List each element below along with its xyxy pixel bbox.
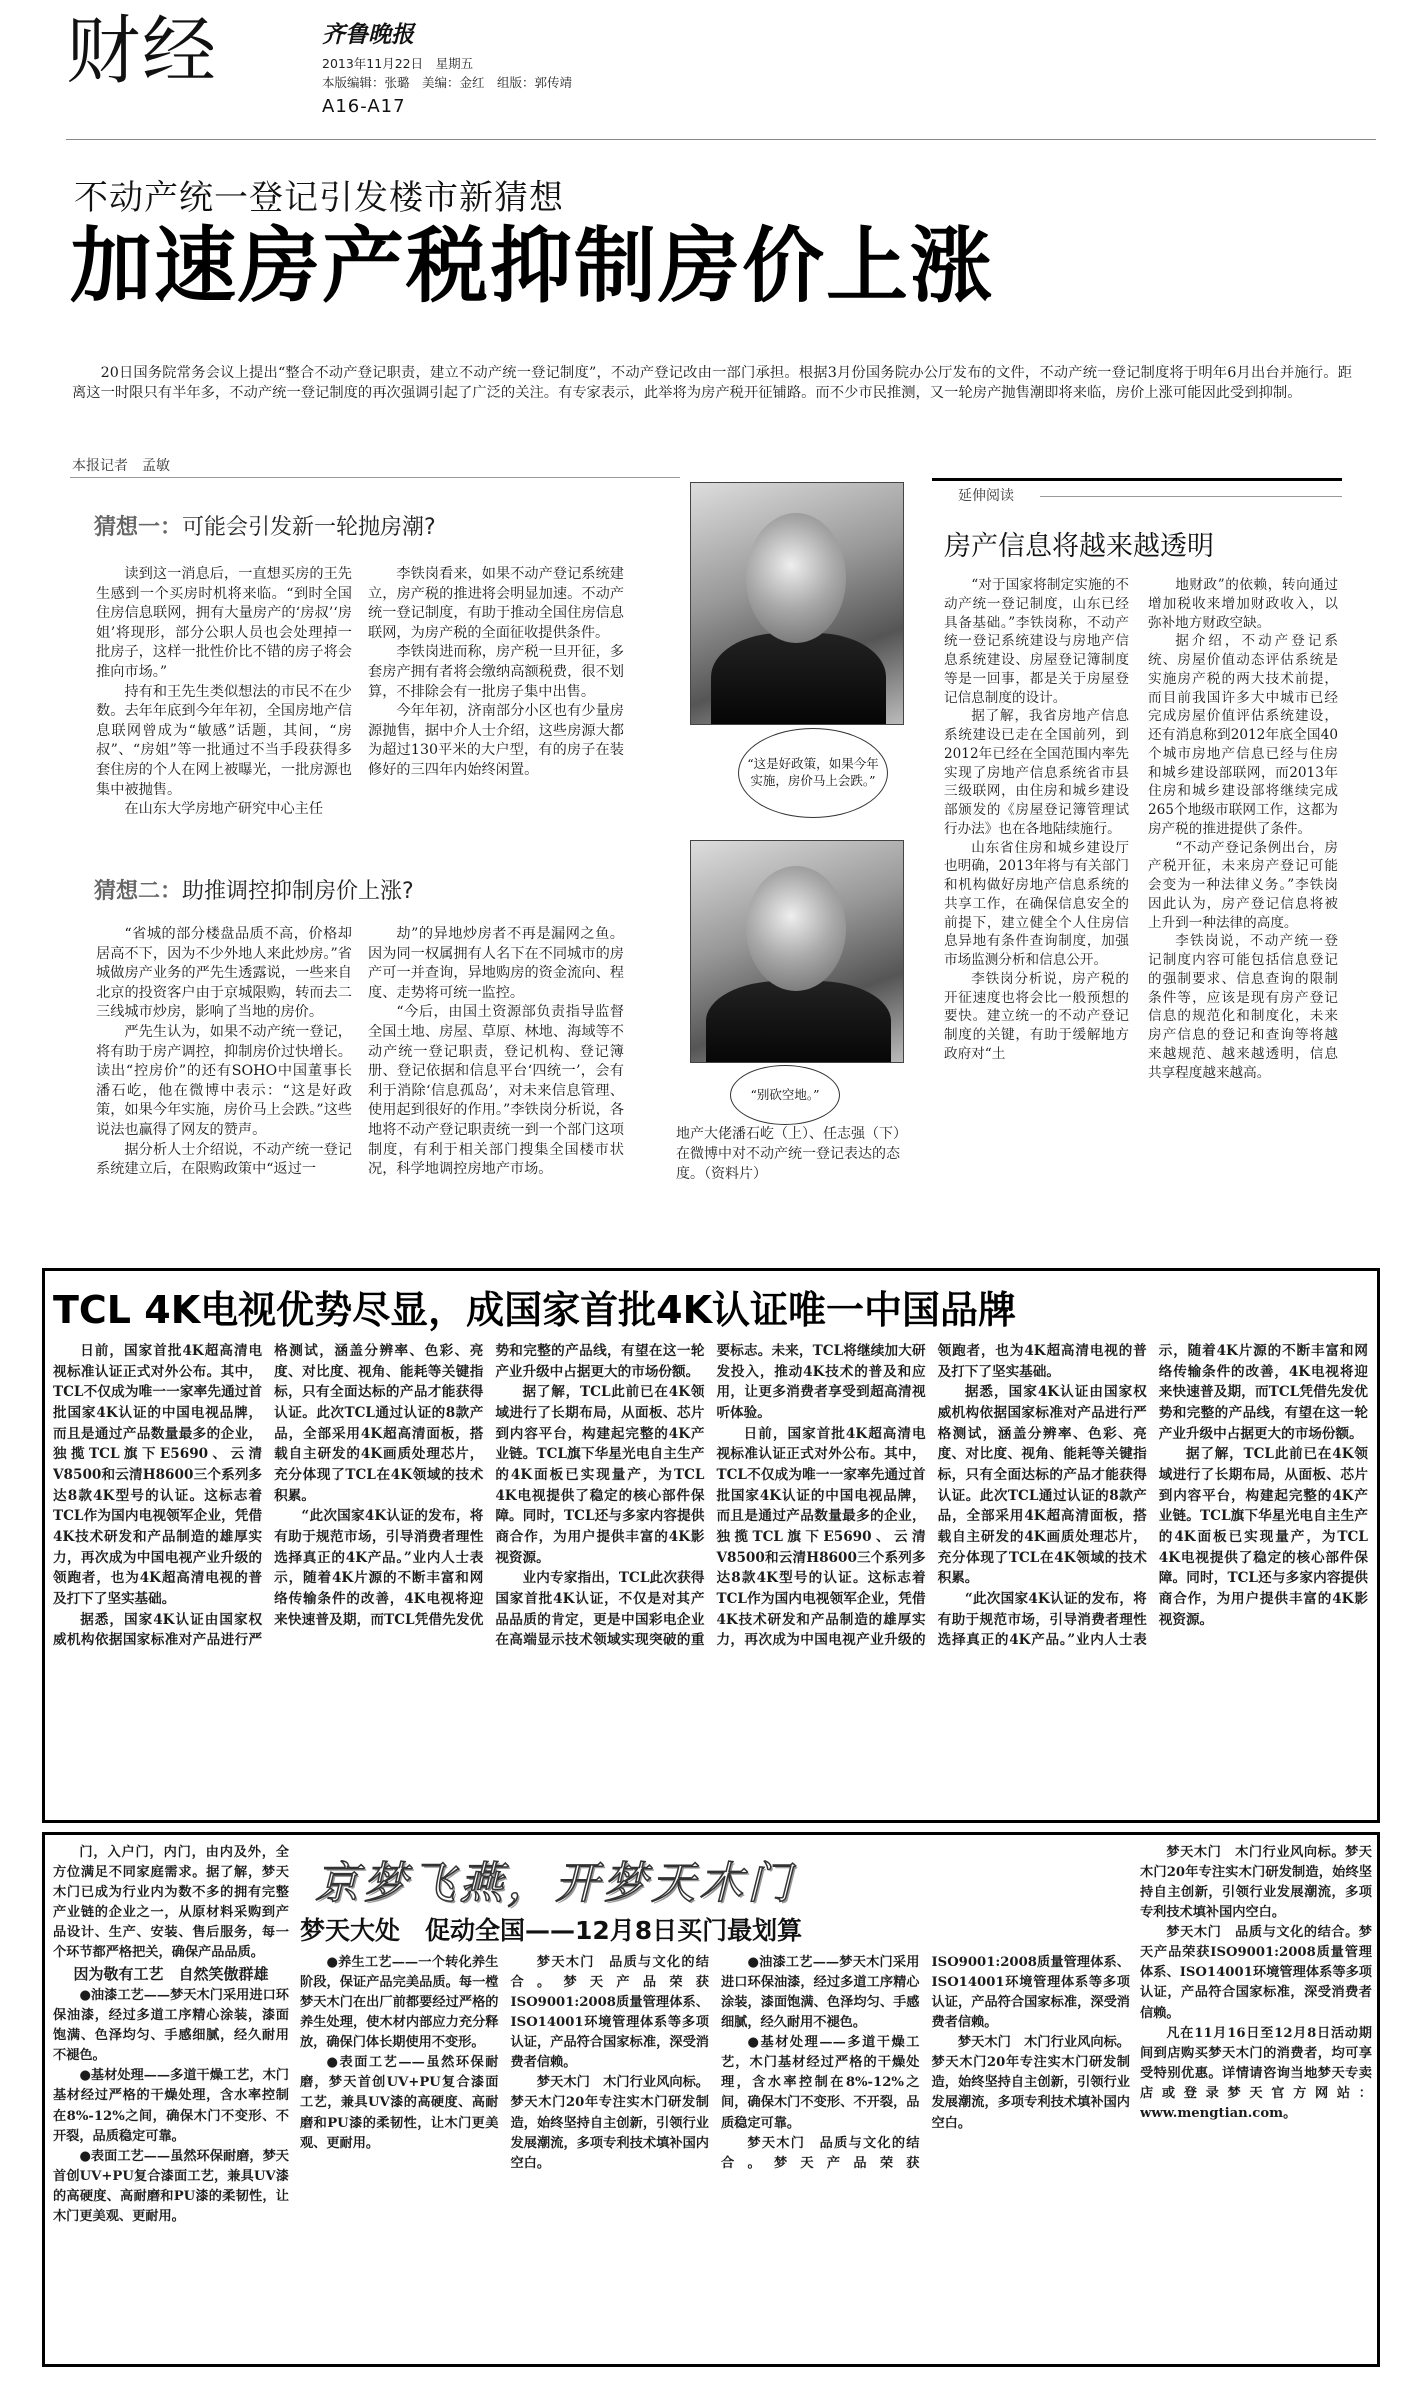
photo-figure bbox=[711, 633, 886, 725]
guess1-title: 可能会引发新一轮抛房潮? bbox=[182, 515, 436, 540]
paragraph: 地财政”的依赖，转向通过增加税收来增加财政收入，以弥补地方财政空缺。 bbox=[1148, 577, 1338, 631]
section-title: 财经 bbox=[66, 8, 218, 94]
photo-figure bbox=[706, 981, 891, 1063]
paragraph: ●油漆工艺——梦天木门采用进口环保油漆，经过多道工序精心涂装，漆面饱满、色泽均匀、手感细腻，经久耐用不褪色。 bbox=[53, 1988, 289, 2064]
paragraph: 日前，国家首批4K超高清电视标准认证正式对外公布。其中，TCL不仅成为唯一一家率先通过首批国家4K认证的中国电视品牌，而且是通过产品数量最多的企业，独揽TCL旗下E5690、云清V8500和云清H8600三个系列多达8款4K型号的认证。这标志着TCL作为国内电视领军企业，凭借4K技术研发和产品制造的雄厚实力，再次成为中国电视产业升级的领跑者，也为4K超高清电视的普及打下了坚实基础。 bbox=[53, 1343, 263, 1607]
paragraph: 梦天木门 品质与文化的结合。梦天产品荣获ISO9001:2008质量管理体系、ISO14001环境管理体系等多项认证，产品符合国家标准，深受消费者信赖。 bbox=[721, 1955, 1130, 2171]
paragraph: 严先生认为，如果不动产统一登记，将有助于房产调控，抑制房价过快增长。读出“控房价”的还有SOHO中国董事长潘石屹，他在微博中表示：“这是好政策，如果今年实施，房价马上会跌。”这些说法也赢得了网友的赞声。 bbox=[96, 1023, 352, 1138]
guess2-col1 bbox=[96, 925, 352, 1180]
photo-caption: 地产大佬潘石屹（上）、任志强（下）在微博中对不动产统一登记表达的态度。（资料片） bbox=[676, 1126, 907, 1182]
paragraph: 李铁岗说，不动产统一登记制度内容可能包括信息登记的强制要求、信息查询的限制条件等，应该是现有房产登记信息的规范化和制度化，未来房产信息的登记和查询等将越来越规范、越来越透明，信息共享程度越来越高。 bbox=[1148, 933, 1338, 1081]
mengtian-banner: 京梦飞燕，开梦天木门 bbox=[315, 1858, 795, 1909]
paragraph: 李铁岗分析说，房产税的开征速度也将会比一般预想的要快。建立统一的不动产登记制度的关键，有助于缓解地方政府对“土 bbox=[944, 970, 1129, 1062]
sidebar-col1 bbox=[944, 576, 1129, 1064]
lead-text: 20日国务院常务会议上提出“整合不动产登记职责，建立不动产统一登记制度”，不动产登记改由一部门承担。根据3月份国务院办公厅发布的文件，不动产统一登记制度将于明年6月出台并施行。距离这一时限只有半年多，不动产统一登记制度的再次强调引起了广泛的关注。有专家表示，此举将为房产税开征铺路。而不少市民推测，又一轮房产抛售潮即将来临，房价上涨可能因此受到抑制。 bbox=[72, 365, 1352, 401]
sidebar-label-rule bbox=[1040, 496, 1342, 497]
tcl-ad bbox=[42, 1268, 1380, 1823]
paper-logo: 齐鲁晚报 bbox=[322, 21, 414, 48]
paragraph: 梦天木门 木门行业风向标。梦天木门20年专注实木门研发制造，始终坚持自主创新，引领行业发展潮流，多项专利技术填补国内空白。 bbox=[931, 2035, 1130, 2131]
paragraph: “对于国家将制定实施的不动产统一登记制度，山东已经具备基础。”李铁岗称，不动产统一登记系统建设与房地产信息系统建设、房屋登记簿制度等是一回事，都是关于房屋登记信息制度的设计。 bbox=[944, 577, 1129, 706]
headline: 加速房产税抑制房价上涨 bbox=[70, 219, 995, 314]
guess2-title: 助推调控抑制房价上涨? bbox=[182, 879, 414, 904]
paragraph: 持有和王先生类似想法的市民不在少数。去年年底到今年年初，全国房地产信息联网曾成为“敏感”话题，其间，“房叔”、“房姐”等一批通过不当手段获得多套住房的个人在网上被曝光，一批房源也集中被抛售。 bbox=[96, 683, 352, 798]
guess1-col2 bbox=[368, 565, 624, 781]
quote-bubble-1: “这是好政策，如果今年实施，房价马上会跌。” bbox=[738, 728, 888, 818]
sidebar-title: 房产信息将越来越透明 bbox=[944, 531, 1214, 562]
paragraph: 今年年初，济南部分小区也有少量房源抛售，据中介人士介绍，这些房源大都为超过130平米的大户型，有的房子在装修好的三四年内始终闲置。 bbox=[368, 703, 624, 778]
guess2-col2 bbox=[368, 925, 624, 1180]
mengtian-ad bbox=[42, 1832, 1380, 2367]
byline-rule bbox=[70, 477, 680, 478]
guess2-heading bbox=[94, 874, 414, 905]
paragraph: 业内专家指出，TCL此次获得国家首批4K认证，不仅是对其产品品质的肯定，更是中国彩电企业在高端显示技术领域实现突破的重要标志。未来，TCL将继续加大研发投入，推动4K技术的普及和应用，让更多消费者享受到超高清视听体验。 bbox=[495, 1343, 926, 1649]
paragraph: 据了解，我省房地产信息系统建设已走在全国前列，到2012年已经在全国范围内率先实现了房地产信息系统省市县三级联网，由住房和城乡建设部颁发的《房屋登记簿管理试行办法》也在各地陆续施行。 bbox=[944, 708, 1129, 837]
guess1-label: 猜想一： bbox=[94, 515, 183, 540]
photo-pan-shiyi bbox=[690, 482, 904, 725]
paragraph: 据了解，TCL此前已在4K领域进行了长期布局，从面板、芯片到内容平台，构建起完整的4K产业链。TCL旗下华星光电自主生产的4K面板已实现量产，为TCL 4K电视提供了稳定的核心部件保障。同时，TCL还与多家内容提供商合作，为用户提供丰富的4K影视资源。 bbox=[1158, 1446, 1368, 1628]
lead-paragraph bbox=[72, 364, 1352, 403]
paragraph: “不动产登记条例出台，房产税开征，未来房产登记可能会变为一种法律义务。”李铁岗因此认为，房产登记信息将被上升到一种法律的高度。 bbox=[1148, 839, 1338, 931]
paragraph: 凡在11月16日至12月8日活动期间到店购买梦天木门的消费者，均可享受特别优惠。详情请咨询当地梦天专卖店或登录梦天官方网站：www.mengtian.com。 bbox=[1140, 2025, 1372, 2121]
paragraph: 因为敬有工艺 自然笑傲群雄 bbox=[73, 1965, 269, 1984]
date-line: 2013年11月22日 星期五 bbox=[322, 56, 474, 71]
photo-face bbox=[746, 513, 846, 643]
paragraph: 梦天木门 木门行业风向标。梦天木门20年专注实木门研发制造，始终坚持自主创新，引领行业发展潮流，多项专利技术填补国内空白。 bbox=[1140, 1845, 1372, 1921]
paragraph: “此次国家4K认证的发布，将有助于规范市场，引导消费者理性选择真正的4K产品。”业内人士表示，随着4K片源的不断丰富和网络传输条件的改善，4K电视将迎来快速普及期，而TCL凭借先发优势和完整的产品线，有望在这一轮产业升级中占据更大的市场份额。 bbox=[937, 1343, 1368, 1649]
paragraph: 据悉，国家4K认证由国家权威机构依据国家标准对产品进行严格测试，涵盖分辨率、色彩、亮度、对比度、视角、能耗等关键指标，只有全面达标的产品才能获得认证。此次TCL通过认证的8款产品，全部采用4K超高清面板，搭载自主研发的4K画质处理芯片，充分体现了TCL在4K领域的技术积累。 bbox=[937, 1384, 1147, 1587]
paragraph: 据悉，国家4K认证由国家权威机构依据国家标准对产品进行严格测试，涵盖分辨率、色彩、亮度、对比度、视角、能耗等关键指标，只有全面达标的产品才能获得认证。此次TCL通过认证的8款产品，全部采用4K超高清面板，搭载自主研发的4K画质处理芯片，充分体现了TCL在4K领域的技术积累。 bbox=[53, 1343, 484, 1649]
sidebar-top-rule bbox=[932, 478, 1342, 481]
paragraph: “今后，由国土资源部负责指导监督全国土地、房屋、草原、林地、海域等不动产统一登记职责，登记机构、登记簿册、登记依据和信息平台‘四统一’，会有利于消除‘信息孤岛’，对未来信息管理、使用起到很好的作用。”李铁岗分析说，各地将不动产登记职责统一到一个部门这项制度，有利于相关部门搜集全国楼市状况，科学地调控房地产市场。 bbox=[368, 1004, 624, 1178]
kicker: 不动产统一登记引发楼市新猜想 bbox=[74, 178, 564, 218]
paragraph: 在山东大学房地产研究中心主任 bbox=[124, 801, 324, 818]
mengtian-body-right bbox=[1140, 1843, 1372, 2363]
paragraph: ●基材处理——多道干燥工艺，木门基材经过严格的干燥处理，含水率控制在8%-12%之间，确保木门不变形、不开裂，品质稳定可靠。 bbox=[721, 2035, 920, 2131]
paragraph: ●油漆工艺——梦天木门采用进口环保油漆，经过多道工序精心涂装，漆面饱满、色泽均匀、手感细腻，经久耐用不褪色。 bbox=[721, 1955, 920, 2031]
masthead bbox=[0, 0, 1409, 160]
paragraph: ●基材处理——多道干燥工艺，木门基材经过严格的干燥处理，含水率控制在8%-12%之间，确保木门不变形、不开裂，品质稳定可靠。 bbox=[53, 2068, 289, 2144]
paragraph: 李铁岗看来，如果不动产登记系统建立，房产税的推进将会明显加速。不动产统一登记制度，有助于推动全国住房信息联网，为房产税的全面征收提供条件。 bbox=[368, 566, 624, 641]
tcl-ad-title: TCL 4K电视优势尽显，成国家首批4K认证唯一中国品牌 bbox=[53, 1288, 1017, 1332]
paragraph: ●表面工艺——虽然环保耐磨，梦天首创UV+PU复合漆面工艺，兼具UV漆的高硬度、高耐磨和PU漆的柔韧性，让木门更美观、更耐用。 bbox=[300, 2055, 499, 2151]
paragraph: 梦天木门 品质与文化的结合。梦天产品荣获ISO9001:2008质量管理体系、ISO14001环境管理体系等多项认证，产品符合国家标准，深受消费者信赖。 bbox=[1140, 1925, 1372, 2021]
guess1-heading bbox=[94, 510, 436, 541]
paragraph: ●养生工艺——一个转化养生阶段，保证产品完美品质。每一樘梦天木门在出厂前都要经过严格的养生处理，使木材内部应力充分释放，确保门体长期使用不变形。 bbox=[300, 1955, 499, 2051]
tcl-ad-body bbox=[53, 1341, 1368, 1816]
sidebar-label: 延伸阅读 bbox=[958, 488, 1014, 504]
paragraph: 劫”的异地炒房者不再是漏网之鱼。因为同一权属拥有人名下在不同城市的房产可一并查询，异地购房的资金流向、程度、走势将可统一监控。 bbox=[368, 926, 624, 1001]
masthead-rule bbox=[66, 139, 1376, 140]
page-range: A16-A17 bbox=[322, 96, 406, 117]
paragraph: 据介绍，不动产登记系统、房屋价值动态评估系统是实施房产税的两大技术前提，而目前我国许多大中城市已经完成房屋价值评估系统建设，还有消息称到2012年底全国40个城市房地产信息已经与住房和城乡建设部联网，而2013年住房和城乡建设部将继续完成265个地级市联网工作，这都为房产税的推进提供了条件。 bbox=[1148, 633, 1338, 837]
paragraph: 梦天木门 木门行业风向标。梦天木门20年专注实木门研发制造，始终坚持自主创新，引领行业发展潮流，多项专利技术填补国内空白。 bbox=[510, 2075, 709, 2171]
quote-bubble-2: “别砍空地。” bbox=[730, 1065, 840, 1125]
sidebar-col2 bbox=[1148, 576, 1338, 1082]
mengtian-body-left bbox=[53, 1843, 289, 2363]
paragraph: 李铁岗进而称，房产税一旦开征，多套房产拥有者将会缴纳高额税费，很不划算，不排除会有一批房子集中出售。 bbox=[368, 644, 624, 700]
byline: 本报记者 孟敏 bbox=[72, 458, 170, 474]
guess1-col1 bbox=[96, 565, 352, 820]
paragraph: 日前，国家首批4K超高清电视标准认证正式对外公布。其中，TCL不仅成为唯一一家率先通过首批国家4K认证的中国电视品牌，而且是通过产品数量最多的企业，独揽TCL旗下E5690、云清V8500和云清H8600三个系列多达8款4K型号的认证。这标志着TCL作为国内电视领军企业，凭借4K技术研发和产品制造的雄厚实力，再次成为中国电视产业升级的领跑者，也为4K超高清电视的普及打下了坚实基础。 bbox=[716, 1343, 1147, 1649]
paragraph: 门，入户门，内门，由内及外，全方位满足不同家庭需求。据了解，梦天木门已成为行业内为数不多的拥有完整产业链的企业之一，从原材料采购到产品设计、生产、安装、售后服务，每一个环节都严格把关，确保产品品质。 bbox=[53, 1845, 289, 1961]
guess2-label: 猜想二： bbox=[94, 879, 183, 904]
mengtian-title: 梦天大处 促动全国——12月8日买门最划算 bbox=[300, 1916, 803, 1945]
paragraph: “此次国家4K认证的发布，将有助于规范市场，引导消费者理性选择真正的4K产品。”业内人士表示，随着4K片源的不断丰富和网络传输条件的改善，4K电视将迎来快速普及期，而TCL凭借先发优势和完整的产品线，有望在这一轮产业升级中占据更大的市场份额。 bbox=[274, 1343, 705, 1628]
paragraph: 据了解，TCL此前已在4K领域进行了长期布局，从面板、芯片到内容平台，构建起完整的4K产业链。TCL旗下华星光电自主生产的4K面板已实现量产，为TCL 4K电视提供了稳定的核心部件保障。同时，TCL还与多家内容提供商合作，为用户提供丰富的4K影视资源。 bbox=[495, 1384, 705, 1566]
paragraph: ●表面工艺——虽然环保耐磨，梦天首创UV+PU复合漆面工艺，兼具UV漆的高硬度、高耐磨和PU漆的柔韧性，让木门更美观、更耐用。 bbox=[53, 2148, 289, 2224]
paragraph: 山东省住房和城乡建设厅也明确，2013年将与有关部门和机构做好房地产信息系统的共享工作，在确保信息安全的前提下，建立健全个人住房信息异地有条件查询制度，加强市场监测分析和信息公开。 bbox=[944, 839, 1129, 968]
paragraph: 梦天木门 品质与文化的结合。梦天产品荣获ISO9001:2008质量管理体系、ISO14001环境管理体系等多项认证，产品符合国家标准，深受消费者信赖。 bbox=[510, 1955, 709, 2071]
paragraph: 据分析人士介绍说，不动产统一登记系统建立后，在限购政策中“返过一 bbox=[96, 1141, 352, 1178]
paragraph: 读到这一消息后，一直想买房的王先生感到一个买房时机将来临。“到时全国住房信息联网，拥有大量房产的‘房叔’‘房姐’将现形，部分公职人员也会处理掉一批房子，这样一批性价比不错的房子将会推向市场。” bbox=[96, 566, 352, 680]
photo-face bbox=[746, 866, 846, 991]
credits-line: 本版编辑：张璐 美编：金红 组版：郭传靖 bbox=[322, 75, 573, 90]
photo-ren-zhiqiang bbox=[690, 840, 904, 1063]
paragraph: “省城的部分楼盘品质不高，价格却居高不下，因为不少外地人来此炒房。”省城做房产业务的严先生透露说，一些来自北京的投资客户由于京城限购，转而去二三线城市炒房，影响了当地的房价。 bbox=[96, 926, 352, 1021]
mengtian-body-main bbox=[300, 1953, 1130, 2363]
